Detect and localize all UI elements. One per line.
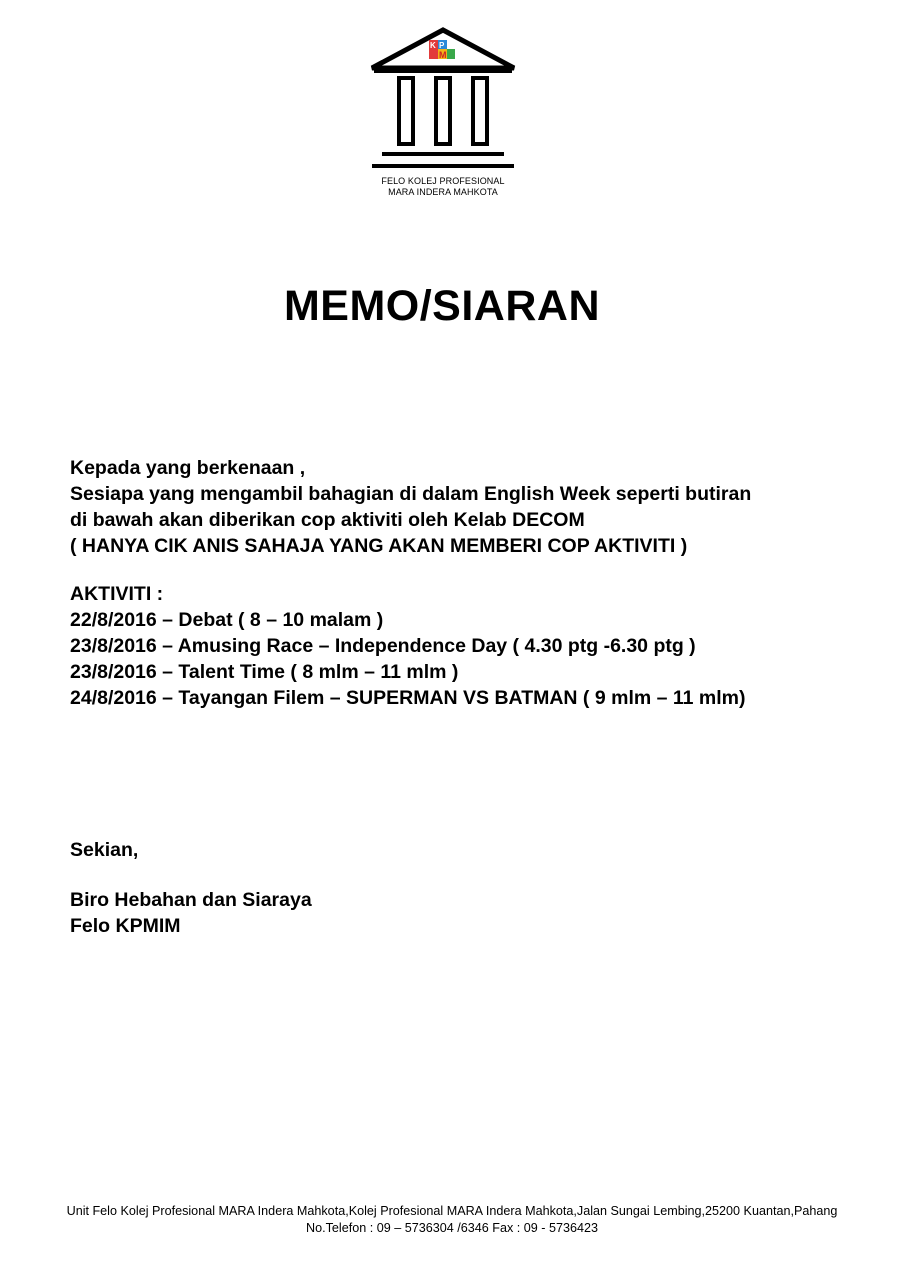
intro-paragraph xyxy=(70,455,870,559)
pillars-emblem-icon xyxy=(368,24,518,174)
signature-block xyxy=(70,887,870,939)
memo-title: MEMO/SIARAN xyxy=(283,282,601,330)
signature-line1: Biro Hebahan dan Siaraya xyxy=(70,889,312,911)
intro-line: Sesiapa yang mengambil bahagian di dalam English Week seperti butiran xyxy=(70,483,752,505)
activity-item: 23/8/2016 – Talent Time ( 8 mlm – 11 mlm ) xyxy=(70,661,459,683)
activity-item: 22/8/2016 – Debat ( 8 – 10 malam ) xyxy=(70,609,384,631)
footer-address: Unit Felo Kolej Profesional MARA Indera Mahkota,Kolej Profesional MARA Indera Mahkota,Jalan Sungai Lembing,25200 Kuantan,Pahang xyxy=(66,1204,838,1218)
svg-text:M: M xyxy=(439,50,447,60)
college-logo xyxy=(368,24,518,204)
activity-item: 24/8/2016 – Tayangan Filem – SUPERMAN VS BATMAN ( 9 mlm – 11 mlm) xyxy=(70,687,746,709)
svg-text:K: K xyxy=(430,41,436,50)
footer xyxy=(0,1203,904,1237)
footer-contact: No.Telefon : 09 – 5736304 /6346 Fax : 09 - 5736423 xyxy=(306,1221,598,1235)
closing-text: Sekian, xyxy=(70,839,139,861)
activities-heading: AKTIVITI : xyxy=(70,583,164,605)
activities-list xyxy=(70,581,870,711)
logo-caption-line1: FELO KOLEJ PROFESIONAL xyxy=(381,176,505,186)
svg-text:P: P xyxy=(439,41,445,50)
logo-caption-line2: MARA INDERA MAHKOTA xyxy=(388,187,498,197)
intro-line: di bawah akan diberikan cop aktiviti oleh Kelab DECOM xyxy=(70,509,585,531)
intro-notice: ( HANYA CIK ANIS SAHAJA YANG AKAN MEMBERI COP AKTIVITI ) xyxy=(70,535,688,557)
kpm-badge-icon xyxy=(429,40,455,60)
activity-item: 23/8/2016 – Amusing Race – Independence Day ( 4.30 ptg -6.30 ptg ) xyxy=(70,635,696,657)
signature-line2: Felo KPMIM xyxy=(70,915,181,937)
salutation: Kepada yang berkenaan , xyxy=(70,457,306,479)
